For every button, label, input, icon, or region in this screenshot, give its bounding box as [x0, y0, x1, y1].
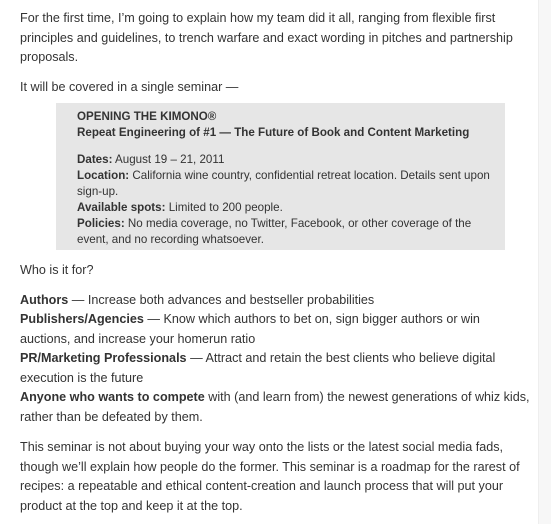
audience-text: — Attract and retain the best clients who believe digital execution is the future: [20, 351, 496, 385]
seminar-policies: [77, 216, 495, 248]
audience-text: with (and learn from) the newest generations of whiz kids, rather than be defeated by them.: [20, 390, 530, 424]
audience-list: [20, 291, 530, 428]
policies-value: No media coverage, no Twitter, Facebook, or other coverage of the event, and no recording whatsoever.: [77, 217, 472, 246]
audience-item-authors: [20, 291, 530, 311]
policies-label: Policies:: [77, 217, 125, 230]
seminar-subtitle: Repeat Engineering of #1 — The Future of Book and Content Marketing: [77, 126, 470, 139]
who-heading: Who is it for?: [20, 263, 94, 277]
intro-paragraph: For the first time, I’m going to explain how my team did it all, ranging from flexible first principles and guidelines, to trench warfare and exact wording in pitches and partnership proposals.: [20, 11, 513, 64]
audience-text: — Know which authors to bet on, sign bigger authors or win auctions, and increase your homerun ratio: [20, 312, 480, 346]
location-value: California wine country, confidential retreat location. Details sent upon sign-up.: [77, 169, 490, 198]
vertical-scrollbar[interactable]: [538, 0, 551, 524]
article-content: [20, 9, 530, 516]
audience-item-anyone: [20, 388, 530, 427]
seminar-spots: [77, 200, 495, 216]
dates-value: August 19 – 21, 2011: [112, 153, 225, 166]
spots-value: Limited to 200 people.: [165, 201, 283, 214]
seminar-title: OPENING THE KIMONO®: [77, 110, 217, 123]
dates-label: Dates:: [77, 153, 113, 166]
location-label: Location:: [77, 169, 130, 182]
seminar-info-box: [56, 103, 505, 250]
audience-label: Publishers/Agencies: [20, 312, 144, 326]
audience-label: PR/Marketing Professionals: [20, 351, 187, 365]
audience-item-publishers: [20, 310, 530, 349]
closing-paragraph: This seminar is not about buying your way onto the lists or the latest social media fads, though we’ll explain how people do the former. This seminar is a roadmap for the rarest of recipes: a repeatable and ethical content-creation and launch process that will put your product at the top and keep it at the top.: [20, 440, 520, 513]
audience-label: Anyone who wants to compete: [20, 390, 205, 404]
covered-paragraph: It will be covered in a single seminar —: [20, 79, 239, 94]
spots-label: Available spots:: [77, 201, 166, 214]
seminar-dates: [77, 152, 495, 168]
seminar-location: [77, 168, 495, 200]
box-spacer: [77, 141, 495, 152]
audience-text: — Increase both advances and bestseller probabilities: [68, 292, 375, 307]
audience-item-pr: [20, 349, 530, 388]
audience-label: Authors: [20, 292, 69, 307]
